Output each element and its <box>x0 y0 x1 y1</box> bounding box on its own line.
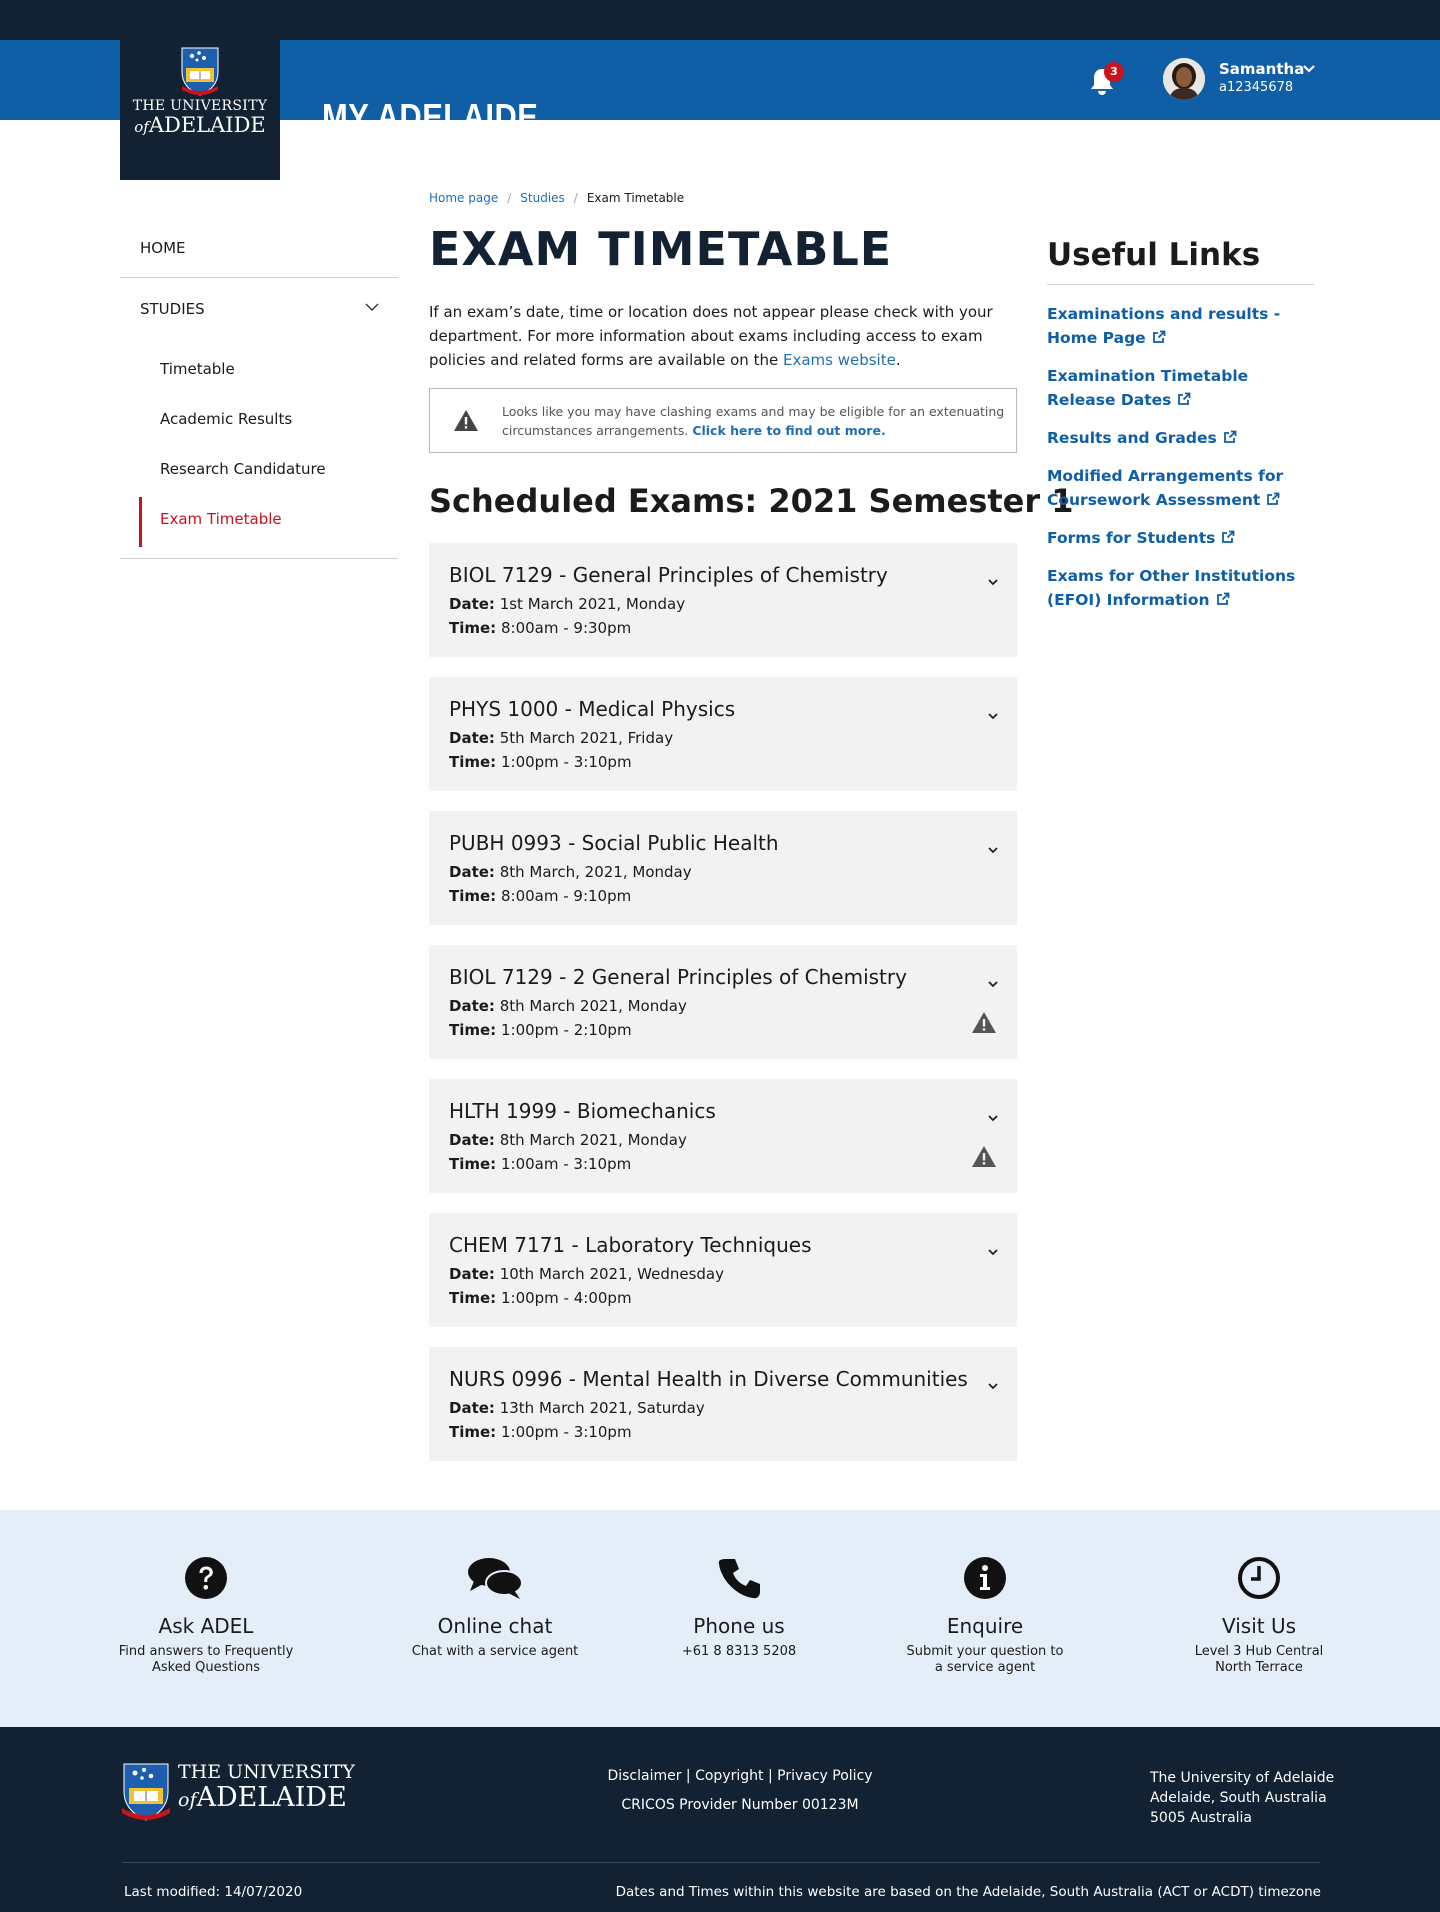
exam-card[interactable] <box>429 1347 1017 1461</box>
exam-title: BIOL 7129 - 2 General Principles of Chemistry <box>449 965 907 989</box>
notification-badge: 3 <box>1104 62 1124 82</box>
clock-icon <box>1237 1556 1281 1600</box>
exam-time: Time: 8:00am - 9:10pm <box>449 887 632 905</box>
chevron-down-icon[interactable] <box>988 579 998 586</box>
useful-links-title: Useful Links <box>1047 237 1261 273</box>
useful-link[interactable]: Examinations and results - Home Page <box>1047 305 1281 347</box>
copyright-link[interactable]: Copyright <box>695 1768 764 1784</box>
last-modified: Last modified: 14/07/2020 <box>124 1884 303 1900</box>
exam-card[interactable] <box>429 1213 1017 1327</box>
useful-link[interactable]: Results and Grades <box>1047 426 1317 450</box>
sidebar-nav <box>120 222 398 559</box>
sidebar-item-timetable[interactable]: Timetable <box>160 360 235 378</box>
sidebar-item-research-candidature[interactable]: Research Candidature <box>160 460 326 478</box>
breadcrumb-studies[interactable]: Studies <box>520 191 565 205</box>
external-link-icon <box>1177 392 1191 406</box>
crest-icon <box>178 46 222 96</box>
footer <box>0 1727 1440 1912</box>
chat-bubbles-icon <box>466 1556 524 1600</box>
useful-link[interactable]: Forms for Students <box>1047 526 1317 550</box>
sidebar-subnav <box>120 338 398 559</box>
exam-time: Time: 8:00am - 9:30pm <box>449 619 632 637</box>
info-circle-icon <box>963 1556 1007 1600</box>
app-title[interactable]: MY ADELAIDE <box>322 96 539 137</box>
breadcrumb <box>429 191 684 205</box>
phone-icon <box>717 1556 761 1600</box>
page-title: EXAM TIMETABLE <box>429 222 893 276</box>
warning-icon <box>971 1145 997 1168</box>
chevron-down-icon <box>365 303 379 312</box>
exam-card[interactable] <box>429 811 1017 925</box>
exam-date: Date: 8th March 2021, Monday <box>449 997 687 1015</box>
exam-title: PHYS 1000 - Medical Physics <box>449 697 736 721</box>
footer-logo[interactable]: THE UNIVERSITY ofADELAIDE <box>178 1761 355 1813</box>
useful-link[interactable]: Exams for Other Institutions (EFOI) Information <box>1047 567 1296 609</box>
sidebar-item-exam-timetable[interactable]: Exam Timetable <box>120 494 398 544</box>
disclaimer-link[interactable]: Disclaimer <box>607 1768 682 1784</box>
exam-date: Date: 10th March 2021, Wednesday <box>449 1265 724 1283</box>
chevron-down-icon[interactable] <box>1302 64 1316 74</box>
contact-band <box>0 1510 1440 1727</box>
exam-card[interactable] <box>429 1079 1017 1193</box>
user-photo-icon <box>1163 58 1205 100</box>
top-strip <box>0 0 1440 40</box>
external-link-icon <box>1221 530 1235 544</box>
sidebar-item-label: STUDIES <box>140 300 205 318</box>
breadcrumb-separator: / <box>507 191 512 205</box>
exam-time: Time: 1:00pm - 4:00pm <box>449 1289 632 1307</box>
warning-icon <box>971 1011 997 1034</box>
breadcrumb-home[interactable]: Home page <box>429 191 499 205</box>
exam-date: Date: 13th March 2021, Saturday <box>449 1399 705 1417</box>
contact-phone-us[interactable]: Phone us +61 8 8313 5208 <box>619 1556 859 1660</box>
breadcrumb-current: Exam Timetable <box>586 191 685 205</box>
logo-wordmark: THE UNIVERSITY ofADELAIDE <box>132 98 268 137</box>
exam-card[interactable] <box>429 945 1017 1059</box>
exam-time: Time: 1:00pm - 3:10pm <box>449 753 632 771</box>
user-id: a12345678 <box>1219 80 1294 95</box>
contact-online-chat[interactable]: Online chat Chat with a service agent <box>375 1556 615 1660</box>
chevron-down-icon[interactable] <box>988 1115 998 1122</box>
footer-address: The University of Adelaide Adelaide, South Australia 5005 Australia <box>1150 1770 1335 1826</box>
exam-time: Time: 1:00am - 3:10pm <box>449 1155 632 1173</box>
avatar[interactable] <box>1163 58 1205 100</box>
chevron-down-icon[interactable] <box>988 847 998 854</box>
contact-enquire[interactable]: Enquire Submit your question to a service agent <box>865 1556 1105 1676</box>
external-link-icon <box>1152 330 1166 344</box>
section-title: Scheduled Exams: 2021 Semester 1 <box>429 482 1074 520</box>
exam-date: Date: 5th March 2021, Friday <box>449 729 674 747</box>
exam-title: BIOL 7129 - General Principles of Chemistry <box>449 563 888 587</box>
breadcrumb-separator: / <box>573 191 578 205</box>
exam-date: Date: 8th March, 2021, Monday <box>449 863 692 881</box>
chevron-down-icon[interactable] <box>988 713 998 720</box>
chevron-down-icon[interactable] <box>988 1249 998 1256</box>
question-circle-icon <box>184 1556 228 1600</box>
exam-date: Date: 1st March 2021, Monday <box>449 595 686 613</box>
timezone-note: Dates and Times within this website are based on the Adelaide, South Australia (ACT or ACDT) timezone <box>615 1884 1321 1900</box>
exam-title: PUBH 0993 - Social Public Health <box>449 831 779 855</box>
sidebar-item-academic-results[interactable]: Academic Results <box>160 410 293 428</box>
find-out-more-link[interactable]: Click here to find out more. <box>692 423 886 438</box>
warning-icon <box>453 409 479 432</box>
exam-card[interactable] <box>429 677 1017 791</box>
user-name[interactable]: Samantha <box>1219 60 1305 78</box>
useful-link[interactable]: Examination Timetable Release Dates <box>1047 367 1249 409</box>
sidebar-item-studies[interactable] <box>120 278 398 338</box>
external-link-icon <box>1216 592 1230 606</box>
intro-text: If an exam’s date, time or location does not appear please check with your department. For more information about exams including access to exam policies and related forms are available on the Exams website. <box>429 303 993 369</box>
alert-message: Looks like you may have clashing exams and may be eligible for an extenuating circumstances arrangements. Click here to find out more. <box>502 404 1005 438</box>
useful-links-list <box>1047 302 1317 626</box>
exam-time: Time: 1:00pm - 3:10pm <box>449 1423 632 1441</box>
footer-links: Disclaimer | Copyright | Privacy Policy <box>607 1768 873 1784</box>
sidebar-item-home[interactable]: HOME <box>120 222 398 278</box>
exam-time: Time: 1:00pm - 2:10pm <box>449 1021 632 1039</box>
divider <box>1047 284 1314 285</box>
exam-title: NURS 0996 - Mental Health in Diverse Communities <box>449 1367 968 1391</box>
divider <box>122 1862 1320 1863</box>
university-logo[interactable] <box>120 40 280 180</box>
contact-ask-adel[interactable]: Ask ADEL Find answers to Frequently Asked Questions <box>86 1556 326 1676</box>
contact-visit-us[interactable]: Visit Us Level 3 Hub Central North Terrace <box>1139 1556 1379 1676</box>
clash-alert <box>429 388 1017 453</box>
chevron-down-icon[interactable] <box>988 1383 998 1390</box>
exam-date: Date: 8th March 2021, Monday <box>449 1131 687 1149</box>
chevron-down-icon[interactable] <box>988 981 998 988</box>
external-link-icon <box>1266 492 1280 506</box>
crest-icon <box>120 1762 172 1822</box>
exams-website-link[interactable]: Exams website <box>782 351 896 369</box>
exam-title: CHEM 7171 - Laboratory Techniques <box>449 1233 812 1257</box>
exam-title: HLTH 1999 - Biomechanics <box>449 1099 716 1123</box>
useful-link[interactable]: Modified Arrangements for Coursework Assessment <box>1047 467 1284 509</box>
exam-card[interactable] <box>429 543 1017 657</box>
privacy-policy-link[interactable]: Privacy Policy <box>777 1768 873 1784</box>
cricos-number: CRICOS Provider Number 00123M <box>621 1797 859 1813</box>
external-link-icon <box>1223 430 1237 444</box>
